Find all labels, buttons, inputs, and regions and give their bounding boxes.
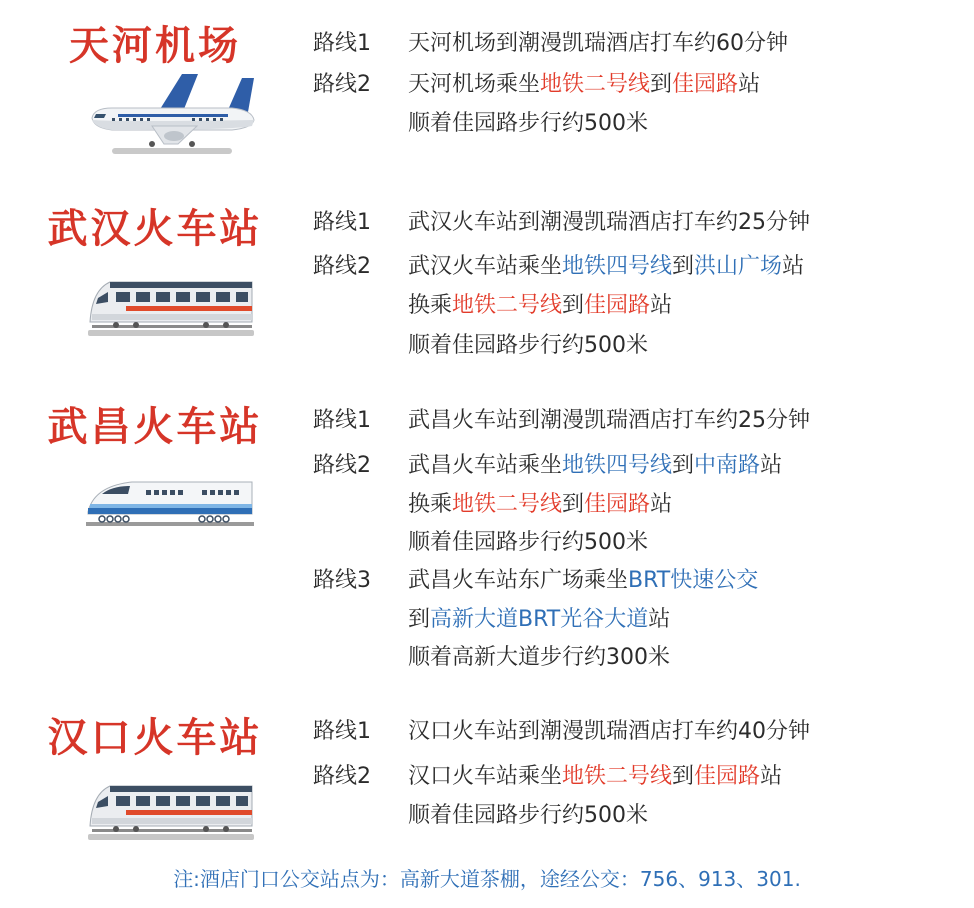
airplane-icon [82, 70, 262, 160]
route-highlight: 洪山广场 [694, 254, 783, 279]
route-text: 到 [672, 453, 695, 478]
route-1-line [408, 212, 810, 234]
route-text: 天河机场到潮漫凯瑞酒店打车约60分钟 [408, 31, 788, 56]
route-label: 路线1 [313, 719, 371, 744]
route-2-line [408, 74, 760, 96]
route-highlight: 佳园路 [672, 72, 739, 97]
route-text: 武昌火车站乘坐 [408, 453, 563, 478]
route-text: 顺着佳园路步行约500米 [408, 530, 648, 555]
route-3-line [408, 609, 670, 631]
route-2-line [408, 805, 648, 827]
route-text: 顺着高新大道步行约300米 [408, 645, 670, 670]
route-text: 天河机场乘坐 [408, 72, 541, 97]
route-highlight: 地铁二号线 [452, 492, 563, 517]
train-icon [86, 774, 256, 844]
train-icon [86, 270, 256, 340]
route-2-line [408, 113, 648, 135]
route-highlight: 地铁二号线 [540, 72, 651, 97]
route-highlight: 佳园路 [584, 293, 651, 318]
route-label: 路线2 [313, 72, 371, 97]
route-highlight: 地铁四号线 [562, 453, 673, 478]
route-text: 到 [672, 254, 695, 279]
route-text: 到 [562, 492, 585, 517]
route-text: 汉口火车站到潮漫凯瑞酒店打车约40分钟 [408, 719, 810, 744]
route-text: 站 [782, 254, 805, 279]
route-text: 到 [408, 607, 431, 632]
route-text: 武汉火车站乘坐 [408, 254, 563, 279]
route-label: 路线1 [313, 408, 371, 433]
route-text: 站 [650, 492, 673, 517]
route-highlight: 地铁二号线 [452, 293, 563, 318]
route-text: 汉口火车站乘坐 [408, 764, 563, 789]
footer-note: 注:酒店门口公交站点为：高新大道茶棚，途经公交：756、913、301. [173, 867, 801, 891]
route-highlight: 佳园路 [584, 492, 651, 517]
route-text: 站 [648, 607, 671, 632]
route-highlight: BRT快速公交 [628, 568, 759, 593]
station-title: 武昌火车站 [47, 404, 263, 450]
route-2-line [408, 455, 782, 477]
route-label: 路线3 [313, 568, 371, 593]
route-3-line [408, 570, 758, 592]
route-label: 路线2 [313, 453, 371, 478]
route-2-line [408, 256, 804, 278]
route-text: 换乘 [408, 492, 453, 517]
route-highlight: 中南路 [694, 453, 761, 478]
route-text: 站 [650, 293, 673, 318]
route-text: 站 [760, 764, 783, 789]
route-label: 路线1 [313, 210, 371, 235]
route-2-line [408, 766, 782, 788]
route-highlight: 地铁四号线 [562, 254, 673, 279]
route-highlight: 高新大道BRT光谷大道 [430, 607, 649, 632]
route-label: 路线2 [313, 254, 371, 279]
route-2-line [408, 494, 672, 516]
route-label: 路线1 [313, 31, 371, 56]
high-speed-train-icon [84, 472, 256, 532]
station-title: 汉口火车站 [47, 715, 263, 761]
route-text: 顺着佳园路步行约500米 [408, 111, 648, 136]
route-label: 路线2 [313, 764, 371, 789]
station-title: 武汉火车站 [47, 206, 263, 252]
route-1-line [408, 721, 810, 743]
route-2-line [408, 335, 648, 357]
route-1-line [408, 33, 788, 55]
route-text: 顺着佳园路步行约500米 [408, 803, 648, 828]
route-1-line [408, 410, 810, 432]
route-3-line [408, 647, 670, 669]
route-text: 到 [650, 72, 673, 97]
route-text: 武昌火车站东广场乘坐 [408, 568, 629, 593]
route-text: 换乘 [408, 293, 453, 318]
route-highlight: 佳园路 [694, 764, 761, 789]
station-title: 天河机场 [69, 23, 241, 69]
route-text: 站 [738, 72, 761, 97]
route-text: 武汉火车站到潮漫凯瑞酒店打车约25分钟 [408, 210, 810, 235]
route-text: 顺着佳园路步行约500米 [408, 333, 648, 358]
route-text: 到 [562, 293, 585, 318]
route-highlight: 地铁二号线 [562, 764, 673, 789]
route-text: 站 [760, 453, 783, 478]
route-text: 到 [672, 764, 695, 789]
route-text: 武昌火车站到潮漫凯瑞酒店打车约25分钟 [408, 408, 810, 433]
route-2-line [408, 295, 672, 317]
route-2-line [408, 532, 648, 554]
